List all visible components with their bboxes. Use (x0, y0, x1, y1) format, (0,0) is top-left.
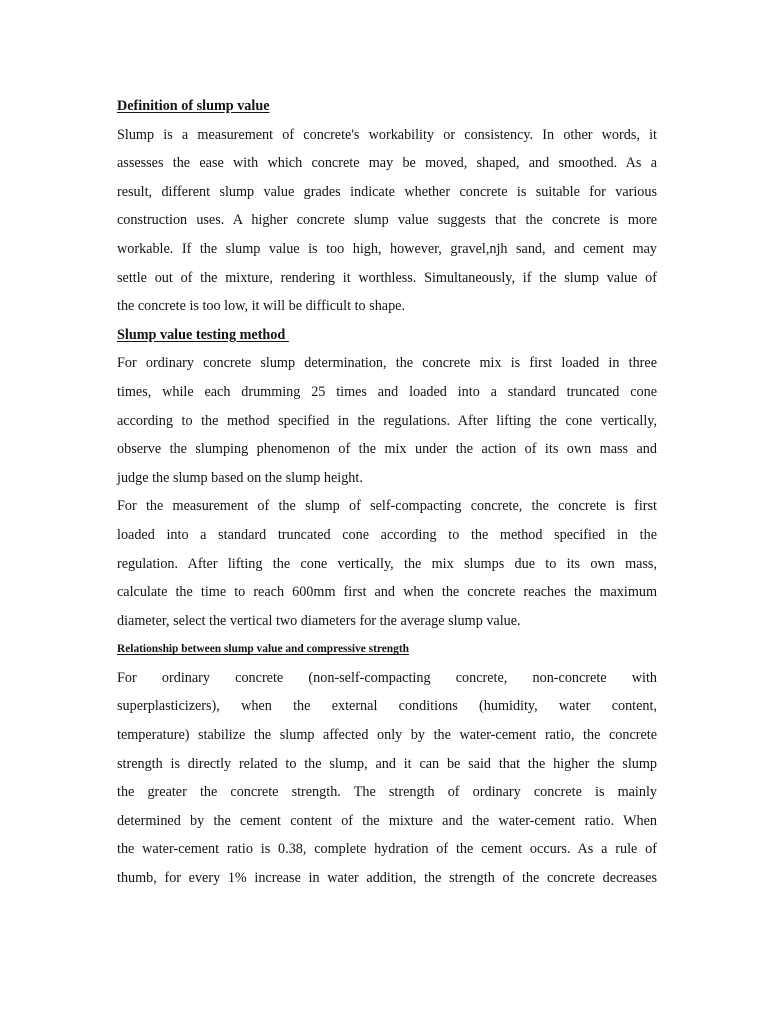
text-line: the greater the concrete strength. The strength of ordinary concrete is mainly (117, 784, 657, 801)
text-line: times, while each drumming 25 times and loaded into a standard truncated cone (117, 383, 657, 400)
text-line: Slump is a measurement of concrete's workability or consistency. In other words, it (117, 126, 657, 143)
text-line: strength is directly related to the slump, and it can be said that the higher the slump (117, 755, 657, 772)
text-line: thumb, for every 1% increase in water addition, the strength of the concrete decreases (117, 870, 657, 887)
text-line: observe the slumping phenomenon of the mix under the action of its own mass and (117, 441, 657, 458)
text-line: calculate the time to reach 600mm first and when the concrete reaches the maximum (117, 584, 657, 601)
text-line: determined by the cement content of the mixture and the water-cement ratio. When (117, 812, 657, 829)
text-line: according to the method specified in the regulations. After lifting the cone vertically, (117, 412, 657, 429)
section-heading: Slump value testing method (117, 326, 289, 343)
section-heading: Definition of slump value (117, 98, 270, 114)
section-relationship (117, 635, 657, 892)
text-line: For ordinary concrete slump determination, the concrete mix is first loaded in three (117, 355, 657, 372)
text-line: temperature) stabilize the slump affected only by the water-cement ratio, the concrete (117, 727, 657, 744)
paragraph (117, 664, 657, 893)
document-body (117, 92, 657, 893)
paragraph (117, 349, 657, 492)
text-line: regulation. After lifting the cone vertically, the mix slumps due to its own mass, (117, 555, 657, 572)
text-line: loaded into a standard truncated cone according to the method specified in the (117, 526, 657, 543)
text-line: For the measurement of the slump of self-compacting concrete, the concrete is first (117, 498, 657, 515)
text-line: settle out of the mixture, rendering it worthless. Simultaneously, if the slump value of (117, 269, 657, 286)
text-line: superplasticizers), when the external conditions (humidity, water content, (117, 698, 657, 715)
text-line: workable. If the slump value is too high, however, gravel,njh sand, and cement may (117, 240, 657, 257)
text-line: result, different slump value grades indicate whether concrete is suitable for various (117, 183, 657, 200)
text-line: diameter, select the vertical two diameters for the average slump value. (117, 612, 521, 629)
text-line: assesses the ease with which concrete may be moved, shaped, and smoothed. As a (117, 155, 657, 172)
section-definition (117, 92, 657, 321)
text-line: judge the slump based on the slump height. (117, 469, 363, 486)
section-heading: Relationship between slump value and compressive strength (117, 643, 409, 656)
paragraph (117, 121, 657, 321)
text-line: the water-cement ratio is 0.38, complete hydration of the cement occurs. As a rule of (117, 841, 657, 858)
text-line: the concrete is too low, it will be difficult to shape. (117, 298, 406, 315)
paragraph (117, 492, 657, 635)
text-line: construction uses. A higher concrete slump value suggests that the concrete is more (117, 212, 657, 229)
text-line: For ordinary concrete (non-self-compacting concrete, non-concrete with (117, 669, 657, 686)
section-testing-method (117, 321, 657, 636)
